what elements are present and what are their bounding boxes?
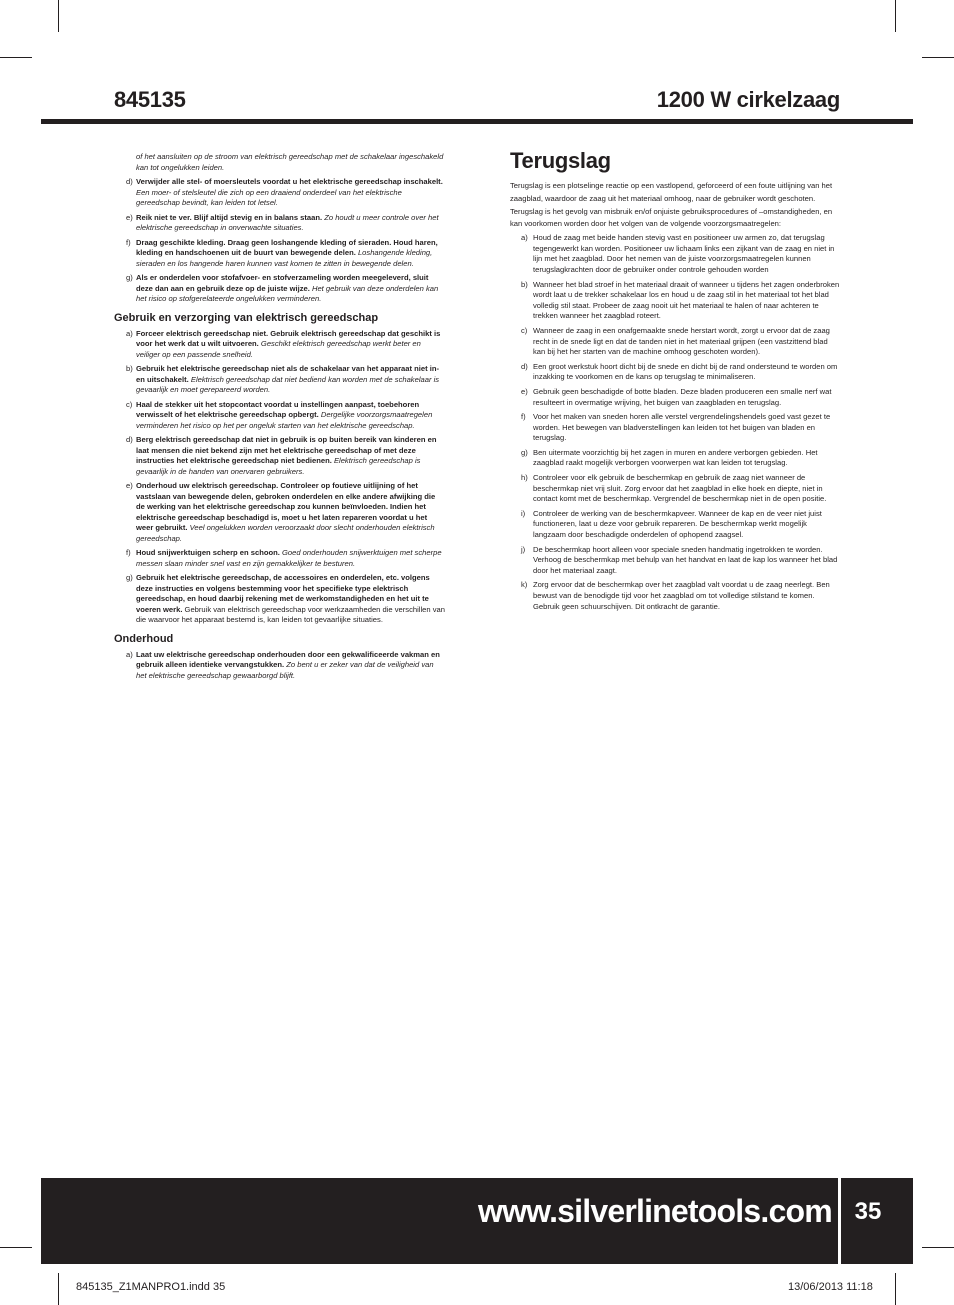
crop-mark — [922, 1247, 954, 1248]
list-marker: h) — [521, 473, 528, 483]
item-italic-text: Loshangende kleding, sieraden en los hangende haren kunnen vast komen te zitten in bewegende delen. — [136, 248, 433, 268]
section-heading-maintenance: Onderhoud — [114, 632, 174, 645]
list-item — [114, 548, 446, 569]
list-marker: a) — [126, 649, 133, 659]
item-italic-text: Zo houdt u meer controle over het elektrische gereedschap in onverwachte situaties. — [136, 212, 439, 232]
list-item — [510, 233, 840, 275]
list-item — [114, 238, 446, 270]
list-marker: e) — [126, 481, 133, 490]
item-bold-text: Gebruik het elektrische gereedschap, de accessoires en onderdelen, etc. volgens deze instructies en volgens bestemming voor het specifieke type elektrisch gereedschap, en houd daarbij rekening met de werkomstandigheden en het uit te voeren werk. — [136, 573, 430, 614]
list-item — [114, 213, 446, 234]
crop-mark — [58, 1273, 59, 1305]
safety-list-2 — [114, 329, 446, 626]
item-text: Wanneer de zaag in een onafgemaakte snede herstart wordt, zorgt u ervoor dat de zaag recht in de snede ligt en dat de tanden niet in het materiaal grijpen (een vastzittend blad kan bij het her starten van de machine omhoog geschoten worden). — [533, 325, 830, 357]
list-marker: c) — [521, 325, 528, 335]
kickback-intro: Terugslag is een plotselinge reactie op een vastlopend, geforceerd of een foute uitlijning van het zaagblad, waardoor de zaag uit het materiaal omhoog, naar de gebruiker wordt geschoten. Terugslag is het gevolg van misbruik en/of onjuiste gebruiksprocedures of –omstandigheden, en kan voorkomen worden door het volgen van de volgende voorzorgsmaatregelen: — [510, 181, 833, 229]
item-italic-text: Geschikt elektrisch gereedschap werkt beter en veiliger op een passende snelheid. — [136, 339, 421, 359]
header-rule — [41, 119, 913, 124]
item-text: Zorg ervoor dat de beschermkap over het zaagblad valt voordat u de zaag neerlegt. Ben bewust van de benodigde tijd voor het zaagblad om tot volledige stilstand te komen. Gebruik geen schuurschijven. Dit ontkracht de garantie. — [533, 580, 830, 611]
list-marker: e) — [126, 212, 133, 222]
item-bold-text: Laat uw elektrische gereedschap onderhouden door een gekwalificeerde vakman en gebruik alleen identieke vervangstukken. — [136, 649, 440, 669]
item-italic-text: Dergelijke voorzorgsmaatregelen verminderen het risico op het per ongeluk starten van het elektrische gereedschap. — [136, 410, 433, 430]
list-marker: f) — [126, 548, 131, 557]
safety-list-1 — [114, 177, 446, 305]
crop-mark — [0, 1247, 32, 1248]
item-bold-text: Verwijder alle stel- of moersleutels voordat u het elektrische gereedschap inschakelt. — [136, 177, 443, 186]
list-item — [114, 273, 446, 305]
slug-date: 13/06/2013 11:18 — [788, 1281, 873, 1293]
item-italic-text: Veel ongelukken worden veroorzaakt door slecht onderhouden elektrisch gereedschap. — [136, 523, 435, 543]
item-text: Een groot werkstuk hoort dicht bij de snede en dicht bij de rand ondersteund te worden om inzakking te voorkomen en de kans op terugslag te minimaliseren. — [533, 361, 838, 382]
crop-mark — [0, 57, 32, 58]
item-text: Houd de zaag met beide handen stevig vast en positioneer uw armen zo, dat terugslag tegengewerkt kan worden. Positioneer uw lichaam links een zijkant van de zaag en niet in lijn met het zaagblad. Door het nemen van de juiste voorzorgsmaatregelen kunnen terugslagkrachten door de gebruiker onder controle gehouden worden — [533, 233, 835, 274]
list-item — [114, 435, 446, 477]
item-bold-text: Reik niet te ver. Blijf altijd stevig en in balans staan. — [136, 212, 323, 222]
crop-mark — [58, 0, 59, 32]
item-bold-text: Berg elektrisch gereedschap dat niet in gebruik is op buiten bereik van kinderen en laat mensen die niet bekend zijn met het elektrische gereedschap of met deze instructies het elektrische gereedschap niet bedienen. — [136, 435, 437, 465]
website-url: www.silverlinetools.com — [478, 1193, 832, 1229]
crop-mark — [895, 1273, 896, 1305]
list-marker: i) — [521, 508, 526, 518]
list-item — [114, 329, 446, 361]
item-italic-text: Goed onderhouden snijwerktuigen met scherpe messen slaan minder snel vast en zijn gemakkelijker te besturen. — [136, 548, 442, 568]
list-item — [114, 573, 446, 626]
item-bold-text: Forceer elektrisch gereedschap niet. Gebruik elektrisch gereedschap dat geschikt is voor het werk dat u wilt uitvoeren. — [136, 328, 441, 348]
list-marker: c) — [126, 399, 133, 409]
item-text: De beschermkap hoort alleen voor speciale sneden handmatig ingetrokken te worden. Verhoog de beschermkap met behulp van het handvat en laat de kap los wanneer het blad door het materiaal zaagt. — [533, 544, 838, 575]
list-marker: f) — [126, 237, 131, 247]
list-marker: a) — [521, 233, 528, 243]
list-item — [510, 473, 840, 505]
list-marker: a) — [126, 328, 133, 338]
item-italic-text: Elektrisch gereedschap dat niet bediend kan worden met de schakelaar is gevaarlijk en moet gerepareerd worden. — [136, 374, 440, 394]
list-item — [114, 177, 446, 209]
list-marker: k) — [521, 580, 528, 590]
product-title: 1200 W cirkelzaag — [656, 87, 840, 112]
list-marker: g) — [126, 573, 133, 582]
list-item — [510, 580, 840, 612]
list-item — [510, 509, 840, 541]
item-italic-text: Elektrisch gereedschap is gevaarlijk in de handen van onervaren gebruikers. — [136, 456, 421, 476]
list-marker: b) — [521, 279, 528, 289]
item-bold-text: Houd snijwerktuigen scherp en schoon. — [136, 548, 280, 557]
list-item — [510, 326, 840, 358]
list-item — [114, 650, 446, 682]
list-item — [510, 545, 840, 577]
list-item — [510, 362, 840, 383]
item-italic-text: Het gebruik van deze onderdelen kan het risico op stofgerelateerde ongelukken verminderen. — [136, 283, 439, 303]
list-item — [510, 412, 840, 444]
item-bold-text: Haal de stekker uit het stopcontact voordat u instellingen aanpast, toebehoren verwisselt of het elektrische gereedschap opbergt. — [136, 399, 420, 419]
item-bold-text: Onderhoud uw elektrisch gereedschap. Controleer op foutieve uitlijning of het vastslaan van bewegende delen, gebroken onderdelen en elke andere afwijking die de werking van het elektrische gereedschap zou kunnen beïnvloeden. Indien het elektrische gereedschap beschadigd is, moet u het laten repareren voordat u het weer gebruikt. — [136, 481, 436, 532]
item-text: Gebruik geen beschadigde of botte bladen. Deze bladen produceren een smalle nerf wat resulteert in overmatige wrijving, het buigen van zaagbladen en terugslag. — [533, 386, 832, 407]
item-bold-text: Draag geschikte kleding. Draag geen loshangende kleding of sieraden. Houd haren, kleding en handschoenen uit de buurt van bewegende delen. — [136, 237, 438, 257]
right-column — [510, 148, 840, 616]
crop-mark — [922, 57, 954, 58]
item-text: Controleer voor elk gebruik de beschermkap en gebruik de zaag niet wanneer de beschermkap niet vrij sluit. Zorg ervoor dat het zaagblad in elke hoek en diepte, niet in contact komt met de beschermkap. Vergrendel de beschermkap niet in de open positie. — [533, 473, 827, 504]
item-italic-text: Een moer- of stelsleutel die zich op een draaiend onderdeel van het elektrische gereedschap bevindt, kan leiden tot letsel. — [136, 187, 402, 207]
item-bold-text: Als er onderdelen voor stofafvoer- en stofverzameling worden meegeleverd, sluit deze dan aan en gebruik deze op de juiste wijze. — [136, 273, 429, 293]
list-item — [510, 448, 840, 469]
list-item — [114, 364, 446, 396]
list-marker: d) — [521, 361, 528, 371]
item-text: Wanneer het blad stroef in het materiaal draait of wanneer u tijdens het zagen onderbroken wordt laat u de trekker schakelaar los en houd u de zaag stil in het materiaal tot het blad volledig stil staat. Probeer de zaag nooit uit het materiaal te halen of naar achteren te trekken wanneer het zaagblad roteert. — [533, 279, 840, 321]
list-marker: d) — [126, 177, 133, 186]
list-marker: e) — [521, 386, 528, 396]
list-item — [510, 387, 840, 408]
list-marker: b) — [126, 364, 133, 373]
item-text: Controleer de werking van de beschermkapveer. Wanneer de kap en de veer niet juist functioneren, laat u deze voor gebruik repareren. De beschermkap werkt mogelijk langzaam door beschadigde onderdelen of ophopend zaagsel. — [533, 508, 822, 540]
slug-filename: 845135_Z1MANPRO1.indd 35 — [76, 1281, 226, 1293]
list-marker: f) — [521, 412, 526, 422]
safety-list-3 — [114, 650, 446, 682]
item-text: Voor het maken van sneden horen alle verstel vergrendelingshendels goed vast gezet te worden. Het bewegen van bladverstellingen kan leiden tot het buigen van bladen en terugslag. — [533, 412, 831, 443]
page-number: 35 — [854, 1198, 882, 1225]
list-marker: d) — [126, 435, 133, 444]
continued-text: of het aansluiten op de stroom van elektrisch gereedschap met de schakelaar ingeschakeld kan tot ongelukken leiden. — [136, 152, 444, 172]
footer-divider — [838, 1178, 841, 1264]
kickback-list — [510, 233, 840, 612]
list-marker: g) — [521, 447, 528, 457]
list-marker: j) — [521, 544, 526, 554]
crop-mark — [895, 0, 896, 32]
item-text: Ben uitermate voorzichtig bij het zagen in muren en andere verborgen gebieden. Het zaagblad raakt mogelijk verborgen voorwerpen wat kan leiden tot terugslag. — [533, 447, 818, 468]
item-plain-text: Gebruik van elektrisch gereedschap voor werkzaamheden die verschillen van die waarvoor het apparaat bestemd is, kan leiden tot gevaarlijke situaties. — [136, 604, 445, 624]
list-item — [510, 280, 840, 322]
list-marker: g) — [126, 273, 133, 282]
item-bold-text: Gebruik het elektrische gereedschap niet als de schakelaar van het apparaat niet in- en uitschakelt. — [136, 364, 440, 384]
kickback-title: Terugslag — [510, 148, 611, 173]
list-item — [114, 481, 446, 544]
section-heading-usage: Gebruik en verzorging van elektrisch gereedschap — [114, 311, 379, 324]
model-number: 845135 — [114, 87, 186, 112]
item-italic-text: Zo bent u er zeker van dat de veiligheid van het elektrische gereedschap gewaarborgd blijft. — [136, 660, 434, 680]
list-item — [114, 400, 446, 432]
left-column — [114, 152, 446, 685]
